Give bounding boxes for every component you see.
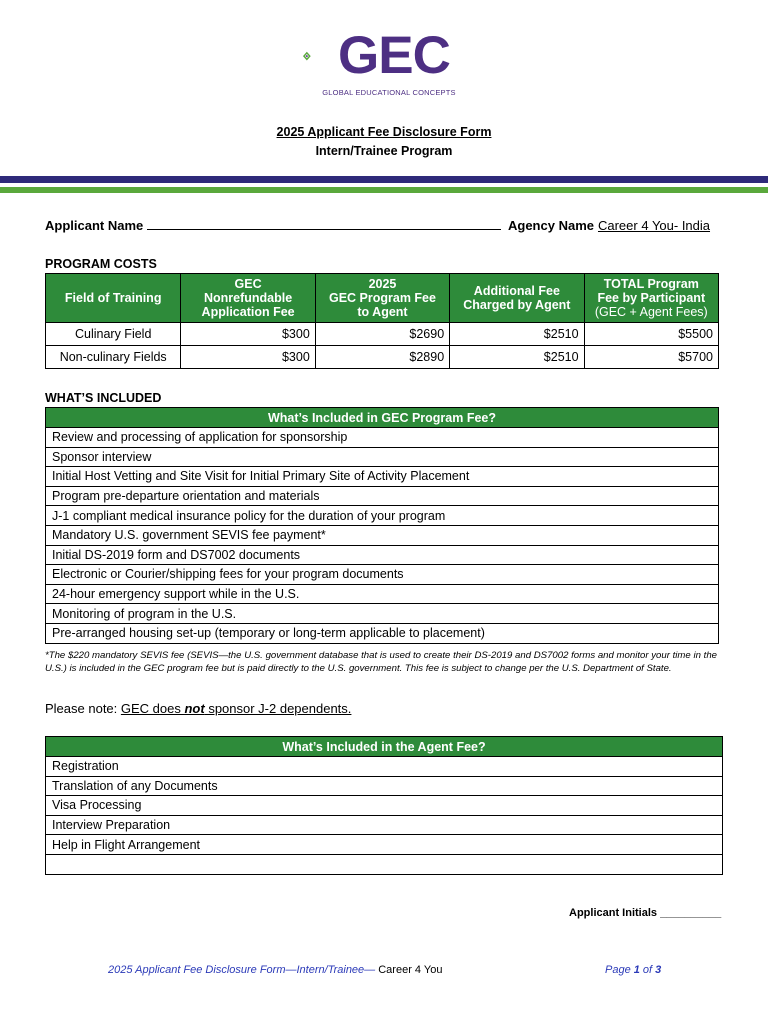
applicant-name-label: Applicant Name xyxy=(45,218,144,233)
page-current: 1 xyxy=(633,964,640,976)
gec-inclusions-header: What’s Included in GEC Program Fee? xyxy=(46,408,719,428)
col-total-l3: (GEC + Agent Fees) xyxy=(594,305,708,319)
col-program-fee-l1: 2025 xyxy=(368,277,397,291)
col-total xyxy=(584,274,718,323)
cell-total: $5500 xyxy=(584,323,718,346)
agency-name-value: Career 4 You- India xyxy=(597,218,711,233)
gec-diamond-icon xyxy=(302,36,342,82)
costs-header-row xyxy=(46,274,719,323)
col-agent-fee-l1: Additional Fee xyxy=(473,284,560,298)
cell-total: $5700 xyxy=(584,346,718,369)
header-divider-purple xyxy=(0,176,768,183)
note-text xyxy=(121,701,352,716)
cell-field: Non-culinary Fields xyxy=(46,346,181,369)
gec-inclusion: Mandatory U.S. government SEVIS fee payment* xyxy=(46,525,719,545)
agency-name xyxy=(508,218,710,233)
col-field: Field of Training xyxy=(46,274,181,323)
col-total-l2: Fee by Participant xyxy=(597,291,706,305)
gec-inclusion: Electronic or Courier/shipping fees for your program documents xyxy=(46,565,719,585)
col-app-fee xyxy=(181,274,315,323)
form-title: 2025 Applicant Fee Disclosure Form xyxy=(276,125,492,139)
col-program-fee-l2: GEC Program Fee xyxy=(328,291,436,305)
list-item xyxy=(46,776,723,796)
list-item xyxy=(46,757,723,777)
list-item xyxy=(46,623,719,643)
gec-inclusion: Program pre-departure orientation and materials xyxy=(46,486,719,506)
program-costs-heading: PROGRAM COSTS xyxy=(45,257,157,271)
page-label: Page xyxy=(605,964,634,976)
logo-subtitle: GLOBAL EDUCATIONAL CONCEPTS xyxy=(322,88,456,97)
list-item xyxy=(46,854,723,874)
program-title: Intern/Trainee Program xyxy=(315,144,453,158)
note-a: GEC does xyxy=(120,701,185,716)
applicant-agency-row xyxy=(45,218,725,233)
col-app-fee-l3: Application Fee xyxy=(201,305,295,319)
list-item xyxy=(46,447,719,467)
list-item xyxy=(46,545,719,565)
gec-inclusion: Sponsor interview xyxy=(46,447,719,467)
list-item xyxy=(46,467,719,487)
gec-inclusion: J-1 compliant medical insurance policy for the duration of your program xyxy=(46,506,719,526)
list-item xyxy=(46,565,719,585)
gec-inclusion: Review and processing of application for sponsorship xyxy=(46,428,719,448)
agent-fee-inclusions-table xyxy=(45,736,723,875)
col-total-l1: TOTAL Program xyxy=(603,277,699,291)
agent-inclusion: Visa Processing xyxy=(46,796,723,816)
note-c: sponsor J-2 dependents. xyxy=(204,701,352,716)
applicant-name-field[interactable] xyxy=(147,218,501,230)
list-item xyxy=(46,835,723,855)
agent-inclusions-header: What’s Included in the Agent Fee? xyxy=(46,737,723,757)
gec-inclusion: Pre-arranged housing set-up (temporary or long-term applicable to placement) xyxy=(46,623,719,643)
table-row xyxy=(46,346,719,369)
cell-program-fee: $2890 xyxy=(315,346,449,369)
page-number xyxy=(605,964,661,976)
col-agent-fee xyxy=(450,274,584,323)
j2-note xyxy=(45,701,351,716)
footer-form-title: 2025 Applicant Fee Disclosure Form—Intern/Trainee— xyxy=(108,964,379,976)
col-program-fee-l3: to Agent xyxy=(357,305,408,319)
cell-agent-fee: $2510 xyxy=(450,346,584,369)
agent-inclusion: Help in Flight Arrangement xyxy=(46,835,723,855)
page-total: 3 xyxy=(655,964,662,976)
list-item xyxy=(46,815,723,835)
table-row xyxy=(46,323,719,346)
cell-field: Culinary Field xyxy=(46,323,181,346)
list-item xyxy=(46,506,719,526)
agent-inclusion: Interview Preparation xyxy=(46,815,723,835)
agent-inclusion: Registration xyxy=(46,757,723,777)
gec-inclusion: Monitoring of program in the U.S. xyxy=(46,604,719,624)
page-of: of xyxy=(639,964,656,976)
program-costs-table xyxy=(45,273,719,369)
col-app-fee-l1: GEC xyxy=(234,277,262,291)
cell-app-fee: $300 xyxy=(181,323,315,346)
agency-name-label: Agency Name xyxy=(508,218,594,233)
list-item xyxy=(46,486,719,506)
header-divider-green xyxy=(0,187,768,193)
whats-included-heading: WHAT’S INCLUDED xyxy=(45,391,162,405)
logo-wordmark: GEC xyxy=(338,26,450,85)
list-item xyxy=(46,525,719,545)
gec-inclusion: Initial Host Vetting and Site Visit for Initial Primary Site of Activity Placement xyxy=(46,467,719,487)
agent-inclusion: Translation of any Documents xyxy=(46,776,723,796)
note-emphasis: not xyxy=(184,701,205,716)
col-agent-fee-l2: Charged by Agent xyxy=(463,298,571,312)
list-item xyxy=(46,584,719,604)
footer-agency: Career 4 You xyxy=(378,964,443,976)
cell-program-fee: $2690 xyxy=(315,323,449,346)
col-program-fee xyxy=(315,274,449,323)
list-item xyxy=(46,428,719,448)
note-prefix: Please note: xyxy=(45,701,121,716)
cell-app-fee: $300 xyxy=(181,346,315,369)
list-item xyxy=(46,604,719,624)
applicant-initials: Applicant Initials __________ xyxy=(569,907,722,919)
agent-inclusion-empty xyxy=(46,854,723,874)
footer-form-name xyxy=(108,964,442,976)
list-item xyxy=(46,796,723,816)
col-app-fee-l2: Nonrefundable xyxy=(203,291,293,305)
cell-agent-fee: $2510 xyxy=(450,323,584,346)
sevis-footnote: *The $220 mandatory SEVIS fee (SEVIS—the U.S. government database that is used to create their DS-2019 and DS7002 forms and monitor your time in the U.S.) is included in the GEC program fee but is paid directly to the U.S. government. This fee is subject to change per the U.S. Department of State. xyxy=(45,650,717,674)
gec-inclusion: Initial DS-2019 form and DS7002 documents xyxy=(46,545,719,565)
gec-inclusion: 24-hour emergency support while in the U.S. xyxy=(46,584,719,604)
gec-fee-inclusions-table xyxy=(45,407,719,644)
